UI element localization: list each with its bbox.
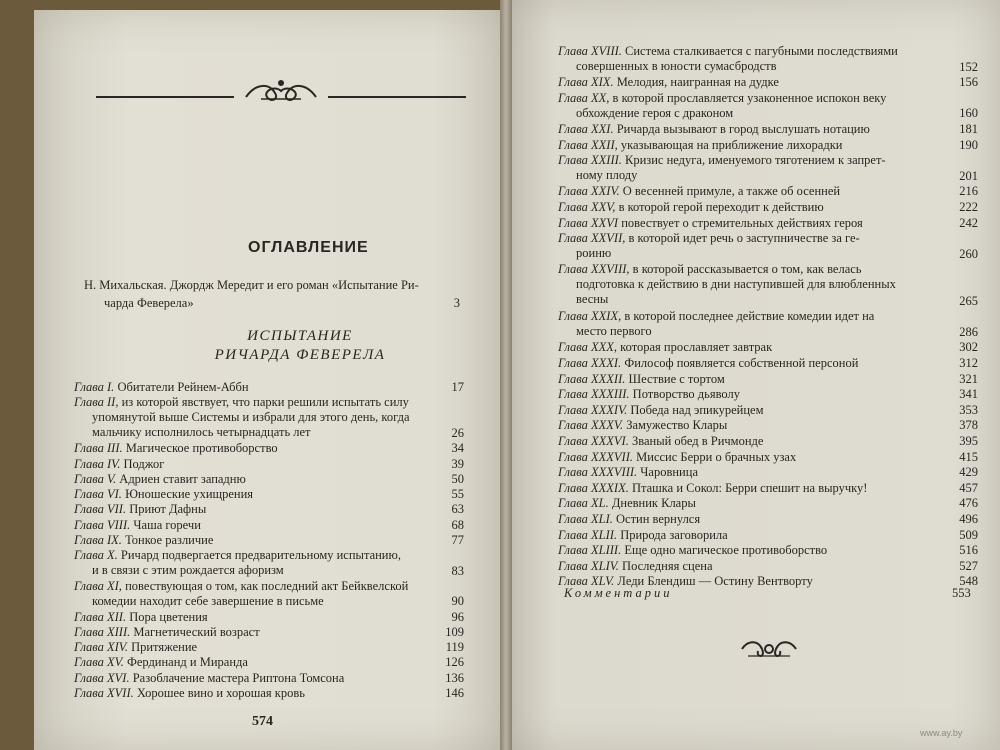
chapter-page-number: 156 — [959, 75, 978, 90]
chapter-number: Глава XXV, — [558, 200, 616, 214]
chapter-page-number: 190 — [959, 137, 978, 152]
toc-entry — [558, 356, 858, 371]
chapter-page-number: 378 — [959, 418, 978, 433]
chapter-page-number: 77 — [451, 533, 464, 547]
chapter-number: Глава XXX, — [558, 340, 618, 355]
chapter-page-number: 242 — [959, 215, 978, 230]
chapter-page-number: 50 — [451, 471, 464, 486]
chapter-page-number: 160 — [959, 106, 978, 121]
chapter-page-number: 415 — [959, 449, 978, 464]
chapter-page-number: 476 — [959, 496, 978, 511]
chapter-number: Глава XLV. — [558, 574, 615, 589]
chapter-title-continued: обхождение героя с драконом — [576, 105, 734, 120]
chapter-title-continued: упомянутой выше Системы и избрали для этого день, когда — [92, 410, 410, 425]
toc-entry — [558, 184, 840, 199]
chapter-number: Глава I. — [74, 380, 115, 394]
chapter-page-number: 216 — [959, 184, 978, 199]
chapter-title: Хорошее вино и хорошая кровь — [136, 686, 305, 700]
chapter-title: Еще одно магическое противоборство — [624, 543, 828, 558]
chapter-page-number: 126 — [445, 655, 464, 670]
chapter-number: Глава VII. — [74, 502, 127, 517]
chapter-number: Глава VIII. — [74, 517, 131, 532]
chapter-page-number: 146 — [445, 686, 464, 700]
chapter-page-number: 96 — [451, 609, 464, 624]
toc-entry — [558, 262, 896, 307]
chapter-page-number: 265 — [959, 293, 978, 308]
book-title-line-2: РИЧАРДА ФЕВЕРЕЛА — [214, 347, 386, 363]
chapter-title: Званый обед в Ричмонде — [631, 434, 764, 448]
toc-entry — [74, 518, 201, 533]
intro-line-2: чарда Феверела» — [104, 296, 194, 310]
chapter-page-number: 548 — [959, 574, 978, 589]
chapter-title: Адриен ставит западню — [119, 471, 246, 486]
chapter-title: Система сталкивается с пагубными последствиями — [625, 44, 898, 58]
toc-entry — [74, 457, 164, 472]
chapter-title: Поджог — [123, 456, 165, 471]
chapter-number: Глава XXXVII. — [558, 449, 634, 464]
footer-flourish-icon — [738, 638, 800, 660]
chapter-title: Чаша горечи — [133, 517, 201, 532]
chapter-title: Победа над эпикурейцем — [630, 402, 764, 417]
chapter-page-number: 55 — [451, 487, 464, 502]
chapter-page-number: 68 — [451, 517, 464, 532]
chapter-page-number: 152 — [959, 59, 978, 74]
chapter-number: Глава XXIX, — [558, 309, 622, 324]
chapter-title: Последняя сцена — [622, 558, 713, 573]
toc-entry — [74, 487, 253, 502]
comments-entry: Комментарии — [564, 586, 673, 600]
chapter-number: Глава III. — [74, 441, 123, 456]
ornament-rule-right — [328, 96, 466, 98]
intro-line-1: Н. Михальская. Джордж Мередит и его роман «Испытание Ри- — [84, 278, 419, 292]
chapter-title: Миссис Берри о брачных узах — [636, 449, 797, 464]
intro-page-number: 3 — [453, 296, 460, 310]
toc-entry — [74, 640, 197, 655]
chapter-number: Глава II, — [74, 395, 119, 410]
chapter-number: Глава XV. — [74, 655, 124, 670]
chapter-title: Притяжение — [131, 640, 198, 655]
chapter-number: Глава XXXIII. — [558, 387, 630, 402]
chapter-number: Глава X. — [74, 548, 118, 563]
chapter-number: Глава XXVI — [558, 215, 619, 230]
chapter-number: Глава XVII. — [74, 686, 134, 700]
chapter-number: Глава V. — [74, 471, 117, 486]
toc-entry — [74, 548, 401, 578]
chapter-title: О весенней примуле, а также об осенней — [622, 184, 841, 199]
chapter-title-continued: роиню — [576, 246, 612, 261]
toc-entry — [558, 465, 698, 480]
chapter-title: Пташка и Сокол: Берри спешит на выручку! — [631, 480, 868, 495]
chapter-title: в которой идет речь о заступничестве за ге- — [628, 231, 860, 246]
comments-page-number: 553 — [952, 586, 971, 600]
chapter-number: Глава XXI. — [558, 122, 614, 136]
chapter-page-number: 341 — [959, 387, 978, 402]
chapter-title: в которой прославляется узаконенное испокон веку — [612, 90, 887, 105]
chapter-page-number: 90 — [451, 594, 464, 609]
chapter-number: Глава XLIV. — [558, 558, 619, 573]
toc-entry — [74, 472, 246, 487]
toc-entry — [558, 340, 772, 355]
toc-entry — [558, 528, 728, 543]
chapter-number: Глава XXXI. — [558, 356, 622, 370]
toc-entry — [558, 450, 796, 465]
chapter-page-number: 457 — [959, 480, 978, 495]
toc-entry — [558, 122, 870, 137]
chapter-page-number: 136 — [445, 670, 464, 685]
toc-entry — [558, 512, 700, 527]
chapter-title: Тонкое различие — [125, 533, 214, 547]
chapter-page-number: 516 — [959, 543, 978, 558]
toc-entry — [558, 231, 860, 261]
toc-entry — [558, 91, 886, 121]
toc-entry — [558, 372, 725, 387]
chapter-page-number: 39 — [451, 456, 464, 471]
chapter-title: Магнетический возраст — [133, 624, 260, 639]
chapter-page-number: 109 — [445, 624, 464, 639]
chapter-title: Разоблачение мастера Риптона Томсона — [132, 670, 345, 685]
toc-entry — [74, 441, 278, 456]
chapter-title-continued: весны — [576, 292, 609, 307]
chapter-title: из которой явствует, что парки решили испытать силу — [121, 395, 409, 410]
chapter-title: Природа заговорила — [620, 527, 728, 542]
chapter-title: в которой рассказывается о том, как велась — [632, 262, 862, 277]
chapter-title: повествует о стремительных действиях героя — [621, 215, 863, 230]
toc-entry — [74, 380, 249, 395]
toc-entry — [558, 559, 713, 574]
toc-entry — [558, 153, 886, 183]
chapter-number: Глава XXXIX. — [558, 480, 629, 495]
chapter-page-number: 496 — [959, 512, 978, 526]
book-gutter — [500, 0, 512, 750]
chapter-page-number: 260 — [959, 246, 978, 261]
chapter-number: Глава XLIII. — [558, 543, 622, 558]
chapter-number: Глава XIV. — [74, 640, 128, 655]
chapter-title: Замужество Клары — [626, 418, 728, 433]
toc-entry — [558, 481, 867, 496]
toc-entry — [558, 216, 863, 231]
chapter-number: Глава XVI. — [74, 670, 130, 685]
chapter-title: Чаровница — [640, 465, 698, 480]
chapter-number: Глава XIX. — [558, 75, 614, 90]
chapter-number: Глава XLII. — [558, 527, 618, 542]
chapter-page-number: 26 — [451, 425, 464, 440]
chapter-title: которая прославляет завтрак — [620, 340, 773, 355]
chapter-title-continued: место первого — [576, 324, 652, 339]
toc-entry — [558, 387, 740, 402]
book-title-line-1: ИСПЫТАНИЕ — [247, 328, 353, 344]
chapter-number: Глава XXXVI. — [558, 434, 629, 448]
watermark: www.ay.by — [920, 728, 963, 738]
toc-entry — [558, 138, 842, 153]
toc-entry — [74, 625, 260, 640]
chapter-title: Магическое противоборство — [125, 441, 278, 456]
chapter-page-number: 509 — [959, 527, 978, 542]
chapter-page-number: 395 — [959, 434, 978, 448]
toc-entry — [74, 533, 213, 548]
toc-entry — [558, 496, 696, 511]
chapter-number: Глава XII. — [74, 609, 127, 624]
toc-entry — [558, 434, 763, 449]
chapter-title: повествующая о том, как последний акт Бейквелской — [125, 578, 409, 593]
chapter-number: Глава VI. — [74, 487, 122, 502]
chapter-title: в которой последнее действие комедии идет на — [624, 309, 875, 324]
chapter-title: Приют Дафны — [129, 502, 207, 517]
chapter-page-number: 34 — [451, 441, 464, 456]
toc-entry — [74, 686, 305, 701]
chapter-title: Пора цветения — [129, 609, 208, 624]
toc-entry — [558, 418, 727, 433]
chapter-page-number: 321 — [959, 371, 978, 386]
ornament-rule-left — [96, 96, 234, 98]
chapter-title: Фердинанд и Миранда — [126, 655, 248, 670]
chapter-title: Леди Блендиш — Остину Вентворту — [617, 574, 813, 589]
chapter-title: Философ появляется собственной персоной — [624, 356, 859, 370]
chapter-page-number: 312 — [959, 356, 978, 370]
chapter-title: Потворство дьяволу — [632, 387, 740, 402]
chapter-number: Глава XXXIV. — [558, 402, 628, 417]
chapter-page-number: 429 — [959, 465, 978, 480]
chapter-number: Глава XI, — [74, 578, 122, 593]
toc-entry — [558, 543, 827, 558]
chapter-number: Глава XXVII, — [558, 231, 626, 246]
chapter-number: Глава XXXVIII. — [558, 465, 638, 480]
chapter-number: Глава XIII. — [74, 624, 131, 639]
chapter-title-continued: ному плоду — [576, 168, 638, 183]
toc-entry — [558, 44, 898, 74]
toc-entry — [558, 403, 764, 418]
chapter-number: Глава XXIII. — [558, 153, 622, 168]
chapter-number: Глава XXXV. — [558, 418, 624, 433]
header-ornament — [96, 75, 466, 105]
chapter-title: Кризис недуга, именуемого тяготением к запрет- — [625, 153, 886, 168]
toc-entry — [558, 75, 779, 90]
chapter-number: Глава XLI. — [558, 512, 613, 526]
chapter-title-continued: подготовка к действию в дни наступившей для влюбленных — [576, 277, 896, 292]
chapter-title: Ричард подвергается предварительному испытанию, — [120, 548, 401, 563]
chapter-number: Глава XXXII. — [558, 371, 626, 386]
toc-entry — [558, 309, 874, 339]
chapter-title-continued: и в связи с этим рождается афоризм — [92, 563, 284, 578]
toc-entry — [74, 502, 206, 517]
chapter-title: Остин вернулся — [616, 512, 701, 526]
chapter-title: Шествие с тортом — [628, 371, 725, 386]
chapter-number: Глава XX, — [558, 90, 610, 105]
chapter-number: Глава IX. — [74, 533, 122, 547]
chapter-title: в которой герой переходит к действию — [618, 200, 824, 214]
chapter-title: Обитатели Рейнем-Аббн — [117, 380, 249, 394]
chapter-page-number: 181 — [959, 122, 978, 136]
chapter-title: указывающая на приближение лихорадки — [620, 137, 843, 152]
chapter-page-number: 119 — [445, 640, 464, 655]
chapter-page-number: 353 — [959, 402, 978, 417]
chapter-number: Глава XL. — [558, 496, 609, 511]
toc-entry — [74, 610, 208, 625]
chapter-page-number: 286 — [959, 324, 978, 339]
toc-entry — [74, 671, 344, 686]
chapter-page-number: 17 — [451, 380, 464, 394]
chapter-number: Глава XXIV. — [558, 184, 620, 199]
chapter-page-number: 63 — [451, 502, 464, 517]
chapter-number: Глава XXVIII, — [558, 262, 630, 277]
chapter-title: Юношеские ухищрения — [125, 487, 254, 502]
chapter-page-number: 83 — [451, 563, 464, 578]
chapter-number: Глава XXII, — [558, 137, 618, 152]
flourish-icon — [241, 75, 321, 105]
chapter-title: Ричарда вызывают в город выслушать нотацию — [616, 122, 870, 136]
chapter-number: Глава IV. — [74, 456, 121, 471]
chapter-number: Глава XVIII. — [558, 44, 622, 58]
chapter-page-number: 527 — [959, 558, 978, 573]
toc-entry — [74, 579, 408, 609]
chapter-title: Мелодия, наигранная на дудке — [616, 75, 779, 90]
chapter-title: Дневник Клары — [611, 496, 696, 511]
page-number: 574 — [252, 714, 273, 729]
chapter-title-continued: комедии находит себе завершение в письме — [92, 593, 324, 608]
toc-entry — [74, 655, 248, 670]
toc-entry — [558, 200, 824, 215]
toc-entry — [74, 395, 410, 440]
toc-heading: ОГЛАВЛЕНИЕ — [248, 239, 369, 256]
chapter-page-number: 302 — [959, 340, 978, 355]
chapter-title-continued: совершенных в юности сумасбродств — [576, 59, 777, 73]
chapter-page-number: 222 — [959, 200, 978, 214]
chapter-page-number: 201 — [959, 168, 978, 183]
chapter-title-continued: мальчику исполнилось четырнадцать лет — [92, 425, 311, 440]
intro-entry — [84, 276, 464, 312]
